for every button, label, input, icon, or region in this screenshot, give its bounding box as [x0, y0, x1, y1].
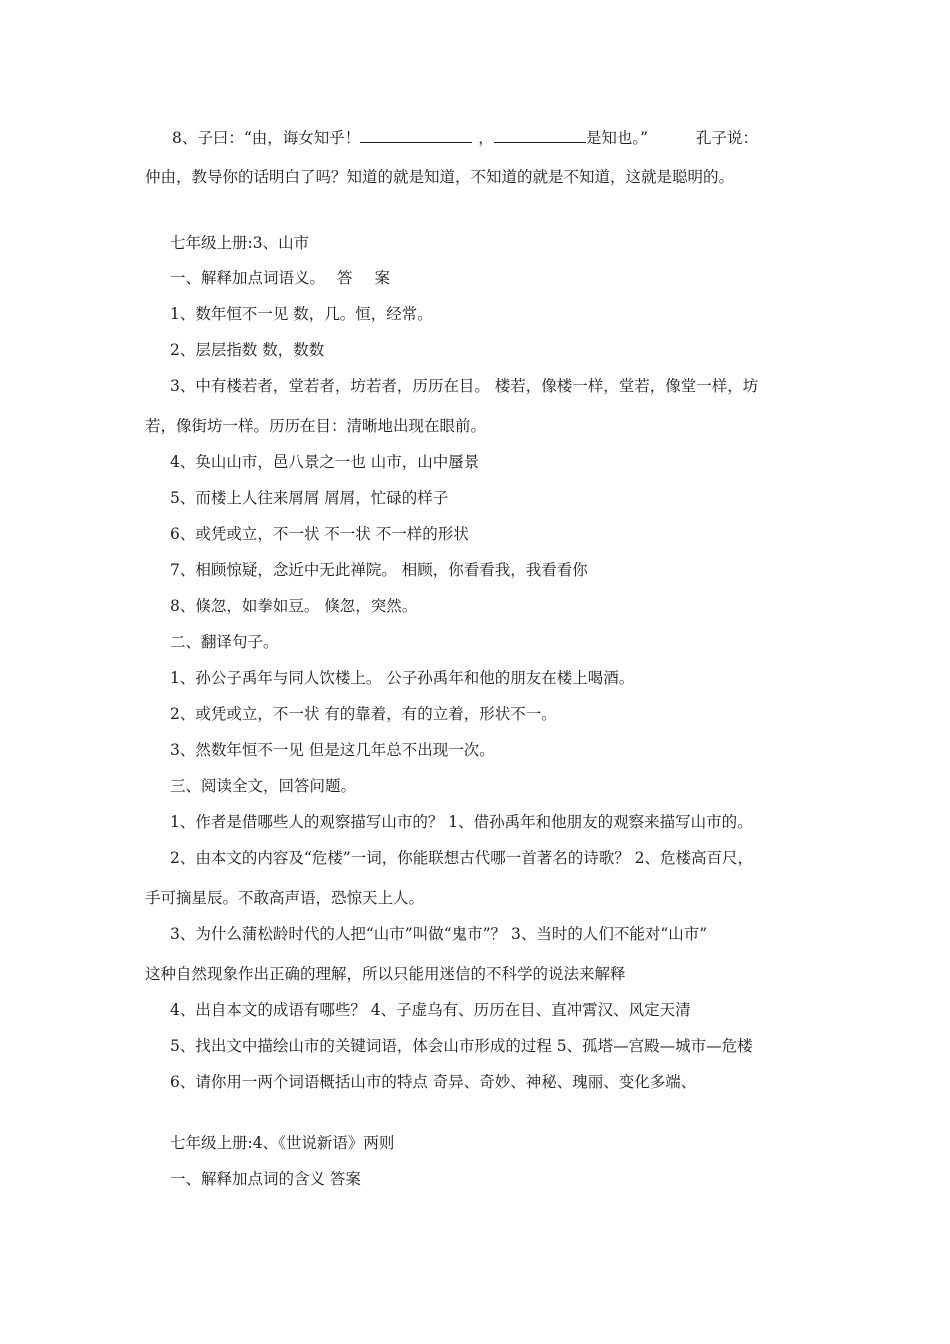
part2-item: 3、然数年恒不一见 但是这几年总不出现一次。	[170, 741, 495, 759]
part1-item: 4、奂山山市，邑八景之一也 山市，山中蜃景	[170, 453, 480, 471]
part1-item-continued: 若，像街坊一样。历历在目：清晰地出现在眼前。	[145, 417, 487, 435]
section4-title: 七年级上册:4、《世说新语》两则	[170, 1134, 395, 1152]
q8-blank-1	[360, 127, 472, 143]
part1-item: 6、或凭或立，不一状 不一状 不一样的形状	[170, 525, 469, 543]
section3-part3-heading: 三、阅读全文，回答问题。	[170, 777, 357, 795]
part1-heading-text: 一、解释加点词语义。	[170, 269, 326, 287]
q8-translation: 仲由，教导你的话明白了吗？知道的就是知道，不知道的就是不知道，这就是聪明的。	[145, 168, 735, 186]
part1-item: 7、相顾惊疑，念近中无此禅院。 相顾，你看看我，我看看你	[170, 561, 588, 579]
part3-item: 5、找出文中描绘山市的关键词语，体会山市形成的过程 5、孤塔—宫殿—城市—危楼	[170, 1037, 753, 1055]
q8-suffix: 是知也。”	[585, 129, 648, 147]
section3-part1-heading	[170, 268, 825, 288]
part1-item: 1、数年恒不一见 数，几。恒，经常。	[170, 305, 433, 323]
part1-item: 3、中有楼若者，堂若者，坊若者，历历在目。 楼若，像楼一样，堂若，像堂一样，坊	[170, 377, 759, 395]
part1-item: 5、而楼上人往来屑屑 屑屑，忙碌的样子	[170, 489, 449, 507]
part3-item: 3、为什么蒲松龄时代的人把“山市”叫做“鬼市”？ 3、当时的人们不能对“山市”	[170, 925, 708, 943]
part1-answer-b: 案	[374, 269, 391, 287]
part3-item: 1、作者是借哪些人的观察描写山市的？ 1、借孙禹年和他朋友的观察来描写山市的。	[170, 813, 753, 831]
section3-part2-heading: 二、翻译句子。	[170, 633, 279, 651]
part3-item-continued: 这种自然现象作出正确的理解，所以只能用迷信的不科学的说法来解释	[145, 965, 626, 983]
q8-line	[172, 127, 825, 148]
section3-title: 七年级上册:3、山市	[170, 234, 310, 252]
q8-blank-2	[494, 127, 586, 143]
q8-comma: ，	[478, 129, 494, 147]
section4-part1-heading: 一、解释加点词的含义 答案	[170, 1170, 361, 1188]
q8-translation-start: 孔子说：	[696, 129, 759, 147]
part2-item: 2、或凭或立，不一状 有的靠着，有的立着，形状不一。	[170, 705, 557, 723]
part3-item: 6、请你用一两个词语概括山市的特点 奇异、奇妙、神秘、瑰丽、变化多端、	[170, 1073, 697, 1091]
part3-item: 4、出自本文的成语有哪些？ 4、子虚乌有、历历在目、直冲霄汉、风定天清	[170, 1001, 691, 1019]
part3-item-continued: 手可摘星辰。不敢高声语，恐惊天上人。	[145, 889, 425, 907]
part1-answer-a: 答	[337, 269, 353, 287]
part1-item: 2、层层指数 数，数数	[170, 341, 325, 359]
part1-item: 8、倏忽，如拳如豆。 倏忽，突然。	[170, 597, 418, 615]
part3-item: 2、由本文的内容及“危楼”一词，你能联想古代哪一首著名的诗歌？ 2、危楼高百尺，	[170, 849, 754, 867]
q8-prefix: 8、子曰：“由，诲女知乎！	[172, 129, 361, 147]
part2-item: 1、孙公子禹年与同人饮楼上。 公子孙禹年和他的朋友在楼上喝酒。	[170, 669, 635, 687]
